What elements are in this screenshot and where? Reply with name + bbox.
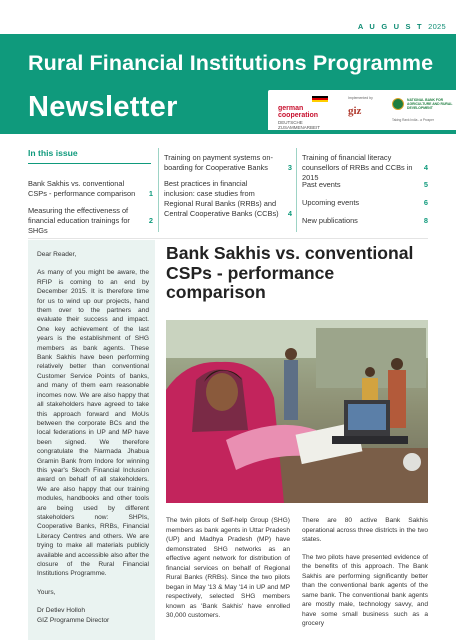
gc-line1: german xyxy=(278,105,304,112)
toc-entry[interactable] xyxy=(302,216,428,226)
toc-entry-page: 2 xyxy=(148,216,153,225)
toc-entry-title: Training on payment systems on-boarding for Cooperative Banks xyxy=(164,153,273,172)
german-cooperation-logo xyxy=(278,96,334,130)
toc-entry-page: 1 xyxy=(148,189,153,198)
toc-divider xyxy=(296,148,297,232)
editor-letter xyxy=(37,250,149,634)
editorial-sidebar xyxy=(28,240,155,640)
letter-signatory: Dr Detlev Holloh xyxy=(37,607,86,615)
table-of-contents xyxy=(0,140,456,233)
toc-entry-title: Best practices in financial inclusion: case studies from Regional Rural Banks (RRBs) and Central Cooperative Banks (CCBs) xyxy=(164,179,279,218)
gc-line3: DEUTSCHE ZUSAMMENARBEIT xyxy=(278,120,321,130)
toc-entry-title: Past events xyxy=(302,180,341,189)
toc-entry-page: 3 xyxy=(287,163,292,172)
toc-heading: In this issue xyxy=(28,148,78,158)
toc-entry-page: 4 xyxy=(423,163,428,172)
toc-entry-title: Bank Sakhis vs. conventional CSPs - performance comparison xyxy=(28,179,136,198)
nabard-tagline: Taking Rank India - a Prosper xyxy=(392,118,434,122)
top-strip xyxy=(0,0,456,34)
letter-closing: Yours, xyxy=(37,588,56,596)
nabard-seal-icon xyxy=(392,98,404,110)
giz-mark: giz xyxy=(348,105,362,117)
toc-entry[interactable] xyxy=(302,198,428,208)
issue-year: 2025 xyxy=(428,22,446,31)
toc-entry[interactable] xyxy=(164,153,292,173)
toc-entry-title: Training of financial literacy counsellors of RRBs and CCBs in 2015 xyxy=(302,153,413,182)
partner-logos xyxy=(268,90,456,130)
toc-entry[interactable] xyxy=(164,179,292,219)
article-col2-para1: There are 80 active Bank Sakhis operational across three districts in the two states. xyxy=(302,517,428,543)
nabard-logo xyxy=(392,96,454,124)
german-flag-icon xyxy=(312,96,328,102)
letter-greeting: Dear Reader, xyxy=(37,251,77,258)
toc-entry-page: 4 xyxy=(287,209,292,218)
toc-entry[interactable] xyxy=(302,180,428,190)
toc-entry[interactable] xyxy=(302,153,428,183)
article-headline: Bank Sakhis vs. conventional CSPs - performance comparison xyxy=(166,243,414,303)
toc-divider xyxy=(158,148,159,232)
photo-illustration xyxy=(166,320,428,503)
article-column-1 xyxy=(166,516,290,629)
toc-entry-title: Upcoming events xyxy=(302,198,360,207)
section-separator xyxy=(28,238,428,239)
article-photo xyxy=(166,320,428,503)
toc-entry-page: 5 xyxy=(423,180,428,189)
giz-caption: Implemented by xyxy=(348,96,373,100)
nabard-name: NATIONAL BANK FOR AGRICULTURE AND RURAL DEVELOPMENT xyxy=(407,98,453,110)
gc-line2: cooperation xyxy=(278,112,319,119)
toc-entry[interactable] xyxy=(28,206,153,236)
toc-entry[interactable] xyxy=(28,179,153,199)
giz-logo xyxy=(348,96,388,124)
newsletter-title: Newsletter xyxy=(28,91,178,123)
toc-entry-page: 6 xyxy=(423,198,428,207)
issue-month: A U G U S T xyxy=(357,22,429,31)
article-col2-para2: The two pilots have presented evidence of the benefits of this approach. The Bank Sakhis are performing significantly better than the conventional bank agents of the same bank. The conventional bank agents are mostly male, technology savvy, and have some small business such as a grocery xyxy=(302,553,428,627)
article-column-2 xyxy=(302,516,428,637)
letter-role: GIZ Programme Director xyxy=(37,616,110,624)
letter-paragraph: As many of you might be aware, the RFIP is coming to an end by December 2015. It is therefore time for us to wind up our projects, hand them over to the partners and evaluate their success and impact. One key achievement of the last years is the establishment of SHG members as bank agents. These Bank Sakhis have been performing relatively better than conventional Customer Service Points of banks, and many of them earn reasonable incomes now. We are also happy that all stakeholders have agreed to take this approach forward and MoUs between the corporate BCs and the local federations in UP and MP have been signed. We therefore congratulate the Narmada Jhabua Gramin Bank from Indore for winning this year's Skoch Financial Inclusion award on behalf of all stakeholders. We are also happy that our training modules, handbooks and other tools are being used by different stakeholders now: SHPIs, Cooperative Banks, RRBs, Financial Literacy Centres and others. We are trying to make all materials publicly available and accessible also after the closure of the Rural Financial Institutions Programme. xyxy=(37,269,149,578)
toc-entry-page: 8 xyxy=(423,216,428,225)
toc-heading-rule xyxy=(28,163,151,164)
programme-title: Rural Financial Institutions Programme xyxy=(28,51,434,75)
article-col1-text: The twin pilots of Self-help Group (SHG) members as bank agents in Uttar Pradesh (UP) and Madhya Pradesh (MP) have demonstrated SHG networks as an effective agent network for distribution of financial services on behalf of Regional Rural Banks (RRBs). Since the two pilots began in May '13 & May '14 in UP and MP respectively, selected SHG members known as 'Bank Sakhis' have enrolled 30,000 customers. xyxy=(166,517,290,619)
toc-entry-title: New publications xyxy=(302,216,358,225)
issue-date xyxy=(358,22,446,31)
toc-entry-title: Measuring the effectiveness of financial education trainings for SHGs xyxy=(28,206,130,235)
